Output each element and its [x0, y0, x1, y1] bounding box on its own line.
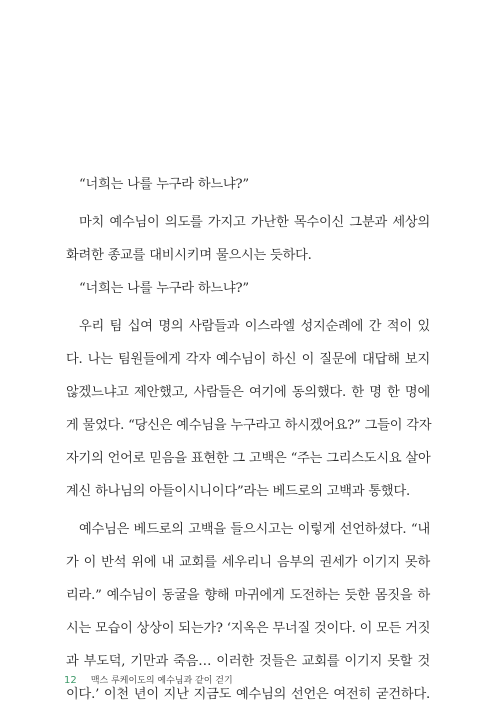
text-line: 계신 하나님의 아들이시니이다”라는 베드로의 고백과 통했다.	[66, 484, 410, 499]
text-line: 다. 나는 팀원들에게 각자 예수님이 하신 이 질문에 대답해 보지	[66, 352, 430, 367]
text-line: 우리 팀 십여 명의 사람들과 이스라엘 성지순례에 간 적이 있	[79, 319, 430, 334]
text-line: 않겠느냐고 제안했고, 사람들은 여기에 동의했다. 한 명 한 명에	[66, 385, 430, 400]
text-line: “너희는 나를 누구라 하느냐?”	[79, 177, 249, 192]
page-footer	[64, 668, 233, 687]
text-line: 가 이 반석 위에 내 교회를 세우리니 음부의 권세가 이기지 못하	[66, 555, 430, 570]
running-book-title: 맥스 루케이도의 예수님과 같이 걷기	[90, 676, 233, 686]
text-line: 예수님은 베드로의 고백을 들으시고는 이렇게 선언하셨다. “내	[79, 522, 430, 537]
text-line: 과 부도덕, 기만과 죽음… 이러한 것들은 교회를 이기지 못할 것	[66, 654, 430, 669]
text-line: 리라.” 예수님이 동굴을 향해 마귀에게 도전하는 듯한 몸짓을 하	[66, 588, 430, 603]
text-line: 마치 예수님이 의도를 가지고 가난한 목수이신 그분과 세상의	[79, 215, 430, 230]
text-line: 게 물었다. “당신은 예수님을 누구라고 하시겠어요?” 그들이 각자	[66, 418, 432, 433]
text-line: 화려한 종교를 대비시키며 물으시는 듯하다.	[66, 248, 312, 263]
page-number: 12	[64, 675, 77, 686]
text-line: 자기의 언어로 믿음을 표현한 그 고백은 “주는 그리스도시요 살아	[66, 451, 431, 466]
body-text	[66, 168, 430, 711]
text-line: 이다.’ 이천 년이 지난 지금도 예수님의 선언은 여전히 굳건하다.	[66, 687, 430, 702]
text-line: 시는 모습이 상상이 되는가? ‘지옥은 무너질 것이다. 이 모든 거짓	[66, 621, 431, 636]
text-line: “너희는 나를 누구라 하느냐?”	[79, 281, 249, 296]
